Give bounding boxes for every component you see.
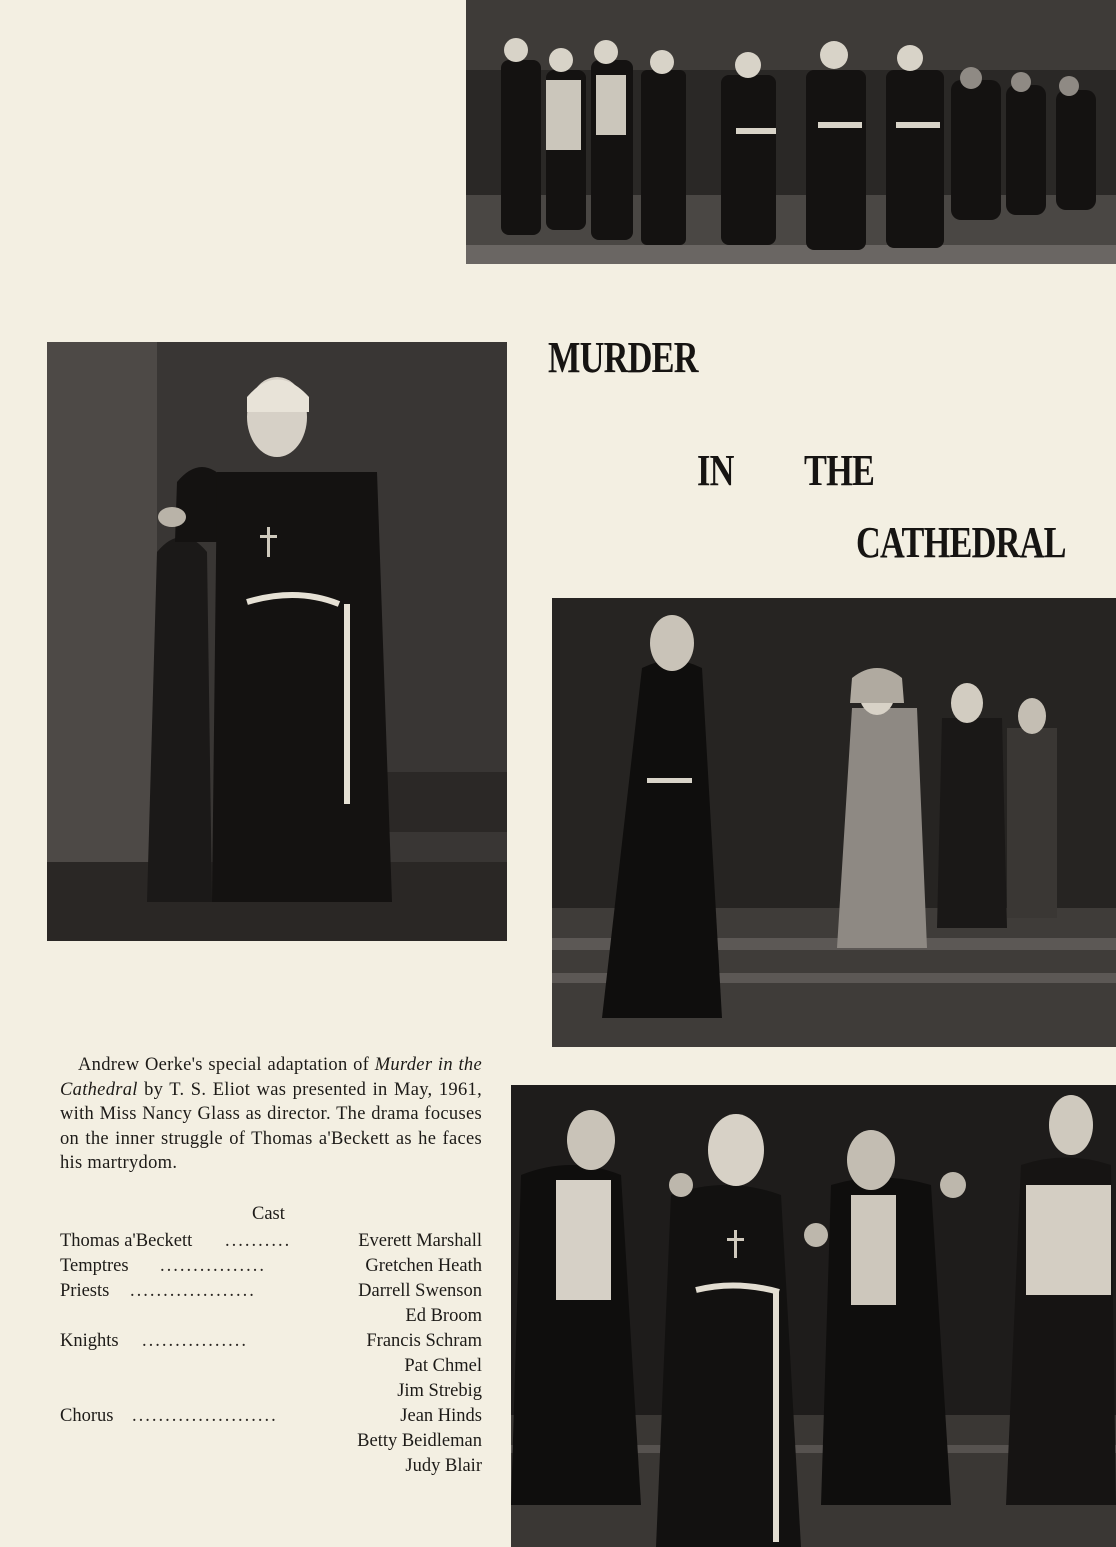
title-murder: MURDER (548, 333, 698, 382)
cast-actor: Francis Schram (366, 1331, 482, 1351)
cast-role: Knights (60, 1331, 119, 1351)
description-text-2: by T. S. Eliot was presented in May, 1961, with Miss Nancy Glass as director. The drama focuses on the inner struggle of Thomas a'Beckett as he faces his martrydom. (60, 1079, 482, 1174)
cast-heading: Cast (252, 1204, 285, 1224)
cast-row (60, 1454, 482, 1479)
cast-leader-dots: ................... (130, 1281, 256, 1301)
cast-row (60, 1304, 482, 1329)
description-play-title: Murder in the Cathedral (60, 1055, 482, 1100)
description-text-1: Andrew Oerke's special adaptation of (78, 1055, 375, 1075)
cast-row (60, 1229, 482, 1254)
cast-row (60, 1429, 482, 1454)
cast-row (60, 1404, 482, 1429)
cast-actor: Gretchen Heath (365, 1256, 482, 1276)
cast-actor: Ed Broom (405, 1306, 482, 1326)
photo-beckett-and-temptress (47, 342, 507, 941)
cast-row (60, 1329, 482, 1354)
cast-leader-dots: .......... (225, 1231, 292, 1251)
cast-row (60, 1254, 482, 1279)
cast-row (60, 1379, 482, 1404)
photo-cast-lineup (466, 0, 1116, 264)
cast-actor: Judy Blair (405, 1456, 482, 1476)
cast-role: Thomas a'Beckett (60, 1231, 193, 1251)
title-cathedral: CATHEDRAL (856, 518, 1066, 567)
photo-beckett-and-chorus (552, 598, 1116, 1047)
cast-actor: Jim Strebig (397, 1381, 482, 1401)
cast-actor: Darrell Swenson (358, 1281, 482, 1301)
cast-row (60, 1279, 482, 1304)
cast-leader-dots: ................ (160, 1256, 266, 1276)
title-the: THE (804, 446, 875, 495)
cast-role: Priests (60, 1281, 110, 1301)
cast-leader-dots: ................ (142, 1331, 248, 1351)
cast-leader-dots: ...................... (132, 1406, 278, 1426)
title-in: IN (697, 446, 734, 495)
cast-actor: Betty Beidleman (357, 1431, 482, 1451)
cast-actor: Everett Marshall (358, 1231, 482, 1251)
photo-beckett-and-knights (511, 1085, 1116, 1547)
description-paragraph (60, 1053, 482, 1176)
cast-actor: Pat Chmel (404, 1356, 482, 1376)
cast-row (60, 1354, 482, 1379)
cast-role: Temptres (60, 1256, 129, 1276)
cast-role: Chorus (60, 1406, 114, 1426)
cast-actor: Jean Hinds (400, 1406, 482, 1426)
